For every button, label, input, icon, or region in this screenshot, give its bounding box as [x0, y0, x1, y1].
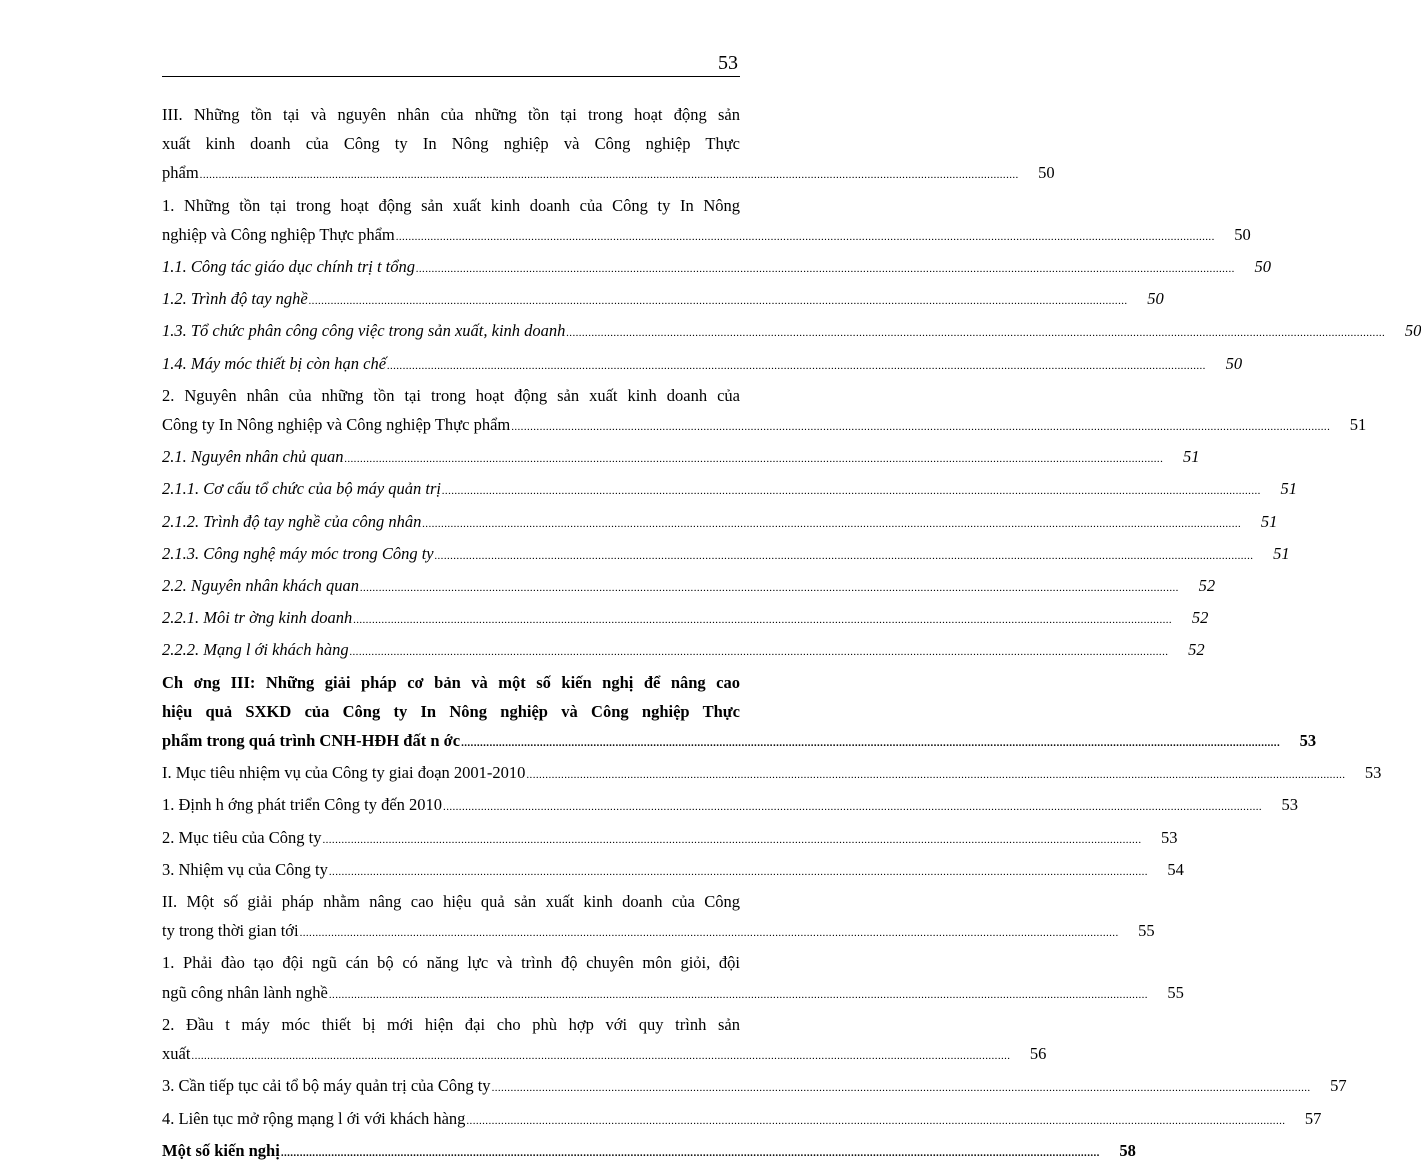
dot-leader: ....................................................................................................................................................................................................................................................................	[566, 327, 1386, 340]
toc-entry	[162, 381, 1367, 442]
toc-entry-text-line: 2. Mục tiêu của Công ty	[162, 827, 322, 847]
toc-entry	[162, 855, 1184, 887]
toc-entry-text-line: 2. Nguyên nhân của những tồn tại trong hoạt động sản xuất kinh doanh của	[162, 385, 740, 405]
header-rule	[162, 76, 740, 77]
toc-page-number: 50	[1038, 163, 1055, 183]
toc-entry	[162, 191, 1251, 252]
toc-page-number: 51	[1182, 447, 1200, 467]
toc-entry	[162, 474, 1298, 506]
toc-entry	[162, 349, 1243, 381]
dot-leader: ....................................................................................................................................................................................................................................................................	[511, 421, 1331, 434]
toc-entry-text-line: 2.1.2. Trình độ tay nghề của công nhân	[162, 511, 422, 531]
toc-page-number: 51	[1260, 511, 1278, 531]
toc-page-number: 50	[1254, 257, 1271, 277]
toc-entry	[162, 635, 1205, 667]
toc-entry	[162, 507, 1278, 539]
toc-page-number: 53	[1160, 827, 1178, 847]
toc-entry-text-line: 1. Những tồn tại trong hoạt động sản xuất kinh doanh của Công ty In Nông	[162, 195, 740, 215]
toc-page-number: 50	[1147, 289, 1164, 309]
toc-entry	[162, 284, 1164, 316]
dot-leader: ....................................................................................................................................................................................................................................................................	[328, 865, 1148, 878]
toc-page-number: 53	[1364, 763, 1382, 783]
toc-page-number: 57	[1304, 1108, 1322, 1128]
toc-entry-text-line: hiệu quả SXKD của Công ty In Nông nghiệp và Công nghiệp Thực	[162, 701, 740, 721]
toc-entry	[162, 887, 1155, 948]
dot-leader: ....................................................................................................................................................................................................................................................................	[461, 737, 1281, 750]
toc-entry-text-line: 2.1. Nguyên nhân chủ quan	[162, 447, 344, 467]
toc-entry-text-line: 2.2. Nguyên nhân khách quan	[162, 576, 360, 596]
toc-entry-text-line: xuất kinh doanh của Công ty In Nông nghiệp và Công nghiệp Thực	[162, 134, 740, 154]
toc-entry-text-line: 1.4. Máy móc thiết bị còn hạn chế	[162, 353, 387, 373]
toc-page-number: 55	[1138, 921, 1155, 941]
dot-leader: ....................................................................................................................................................................................................................................................................	[387, 359, 1207, 372]
toc-page-number: 50	[1404, 321, 1421, 341]
toc-entry-text-line: Ch ơng III: Những giải pháp cơ bản và một số kiến nghị để nâng cao	[162, 672, 740, 692]
toc-entry	[162, 668, 1317, 759]
toc-page-number: 52	[1198, 576, 1216, 596]
toc-entry	[162, 1136, 1136, 1168]
table-of-contents	[162, 100, 1421, 1168]
toc-entry-text-line: 1.3. Tổ chức phân công công việc trong sản xuất, kinh doanh	[162, 321, 566, 341]
toc-entry	[162, 603, 1209, 635]
toc-page-number: 54	[1167, 859, 1184, 879]
toc-entry	[162, 948, 1184, 1009]
toc-entry-text-line: 1. Định h ớng phát triển Công ty đến 2010	[162, 795, 443, 815]
toc-entry-text-line: 2.2.1. Môi tr ờng kinh doanh	[162, 608, 353, 628]
toc-page-number: 53	[1281, 795, 1299, 815]
dot-leader: ....................................................................................................................................................................................................................................................................	[443, 801, 1263, 814]
toc-entry	[162, 252, 1271, 284]
toc-page-number: 52	[1191, 608, 1209, 628]
toc-page-number: 55	[1167, 982, 1184, 1002]
dot-leader: ....................................................................................................................................................................................................................................................................	[280, 1146, 1100, 1159]
toc-page-number: 53	[1299, 731, 1317, 751]
dot-leader: ....................................................................................................................................................................................................................................................................	[434, 549, 1254, 562]
dot-leader: ....................................................................................................................................................................................................................................................................	[442, 485, 1262, 498]
toc-entry	[162, 539, 1290, 571]
toc-entry-text-line: phẩm	[162, 163, 199, 183]
dot-leader: ....................................................................................................................................................................................................................................................................	[308, 295, 1128, 308]
toc-entry-text-line: phẩm trong quá trình CNH-HĐH đất n ớc	[162, 731, 461, 751]
toc-page-number: 58	[1119, 1140, 1136, 1160]
dot-leader: ....................................................................................................................................................................................................................................................................	[191, 1050, 1011, 1063]
toc-page-number: 50	[1225, 353, 1243, 373]
dot-leader: ....................................................................................................................................................................................................................................................................	[466, 1114, 1286, 1127]
toc-entry-text-line: 1.1. Công tác giáo dục chính trị t tổng	[162, 257, 415, 277]
toc-entry-text-line: 3. Nhiệm vụ của Công ty	[162, 859, 328, 879]
toc-entry-text-line: Một số kiến nghị	[162, 1140, 280, 1160]
toc-entry-text-line: 1.2. Trình độ tay nghề	[162, 289, 308, 309]
toc-page-number: 57	[1330, 1076, 1347, 1096]
toc-entry	[162, 823, 1178, 855]
toc-entry-text-line: 1. Phải đào tạo đội ngũ cán bộ có năng lực và trình độ chuyên môn giỏi, đội	[162, 953, 740, 973]
toc-entry-text-line: II. Một số giải pháp nhằm nâng cao hiệu quả sản xuất kinh doanh của Công	[162, 892, 740, 912]
page-number: 53	[718, 52, 738, 74]
toc-entry-text-line: 2.1.1. Cơ cấu tổ chức của bộ máy quản trị	[162, 479, 442, 499]
dot-leader: ....................................................................................................................................................................................................................................................................	[491, 1082, 1311, 1095]
dot-leader: ....................................................................................................................................................................................................................................................................	[349, 646, 1169, 659]
toc-entry	[162, 758, 1382, 790]
toc-entry-text-line: I. Mục tiêu nhiệm vụ của Công ty giai đoạn 2001-2010	[162, 763, 526, 783]
dot-leader: ....................................................................................................................................................................................................................................................................	[353, 614, 1173, 627]
toc-entry-text-line: xuất	[162, 1044, 191, 1064]
dot-leader: ....................................................................................................................................................................................................................................................................	[416, 263, 1235, 276]
dot-leader: ....................................................................................................................................................................................................................................................................	[360, 582, 1180, 595]
toc-entry-text-line: ngũ công nhân lành nghề	[162, 982, 328, 1002]
toc-entry-text-line: 4. Liên tục mở rộng mạng l ới với khách hàng	[162, 1108, 466, 1128]
toc-entry	[162, 316, 1421, 348]
toc-page-number: 51	[1349, 415, 1367, 435]
toc-entry	[162, 442, 1200, 474]
dot-leader: ....................................................................................................................................................................................................................................................................	[322, 833, 1142, 846]
toc-entry-text-line: Công ty In Nông nghiệp và Công nghiệp Thực phẩm	[162, 415, 511, 435]
dot-leader: ....................................................................................................................................................................................................................................................................	[328, 988, 1148, 1001]
toc-page-number: 51	[1280, 479, 1298, 499]
toc-entry-text-line: 2.1.3. Công nghệ máy móc trong Công ty	[162, 543, 434, 563]
toc-page-number: 52	[1188, 640, 1205, 660]
dot-leader: ....................................................................................................................................................................................................................................................................	[422, 517, 1242, 530]
toc-entry	[162, 790, 1299, 822]
toc-entry-text-line: 2.2.2. Mạng l ới khách hàng	[162, 640, 349, 660]
toc-entry-text-line: III. Những tồn tại và nguyên nhân của những tồn tại trong hoạt động sản	[162, 105, 740, 124]
dot-leader: ....................................................................................................................................................................................................................................................................	[299, 927, 1119, 940]
toc-page-number: 50	[1234, 224, 1251, 244]
dot-leader: ....................................................................................................................................................................................................................................................................	[395, 230, 1215, 243]
toc-entry	[162, 1010, 1047, 1071]
toc-entry	[162, 1104, 1322, 1136]
toc-entry	[162, 1071, 1347, 1103]
toc-page-number: 56	[1029, 1044, 1047, 1064]
toc-entry	[162, 100, 1055, 191]
toc-entry	[162, 571, 1216, 603]
toc-entry-text-line: ty trong thời gian tới	[162, 921, 299, 941]
toc-entry-text-line: nghiệp và Công nghiệp Thực phẩm	[162, 224, 395, 244]
toc-entry-text-line: 3. Cần tiếp tục cải tổ bộ máy quản trị của Công ty	[162, 1076, 491, 1096]
toc-entry-text-line: 2. Đầu t máy móc thiết bị mới hiện đại cho phù hợp với quy trình sản	[162, 1014, 740, 1034]
dot-leader: ....................................................................................................................................................................................................................................................................	[526, 769, 1346, 782]
toc-page-number: 51	[1273, 543, 1290, 563]
dot-leader: ....................................................................................................................................................................................................................................................................	[344, 453, 1164, 466]
dot-leader: ....................................................................................................................................................................................................................................................................	[199, 169, 1019, 182]
